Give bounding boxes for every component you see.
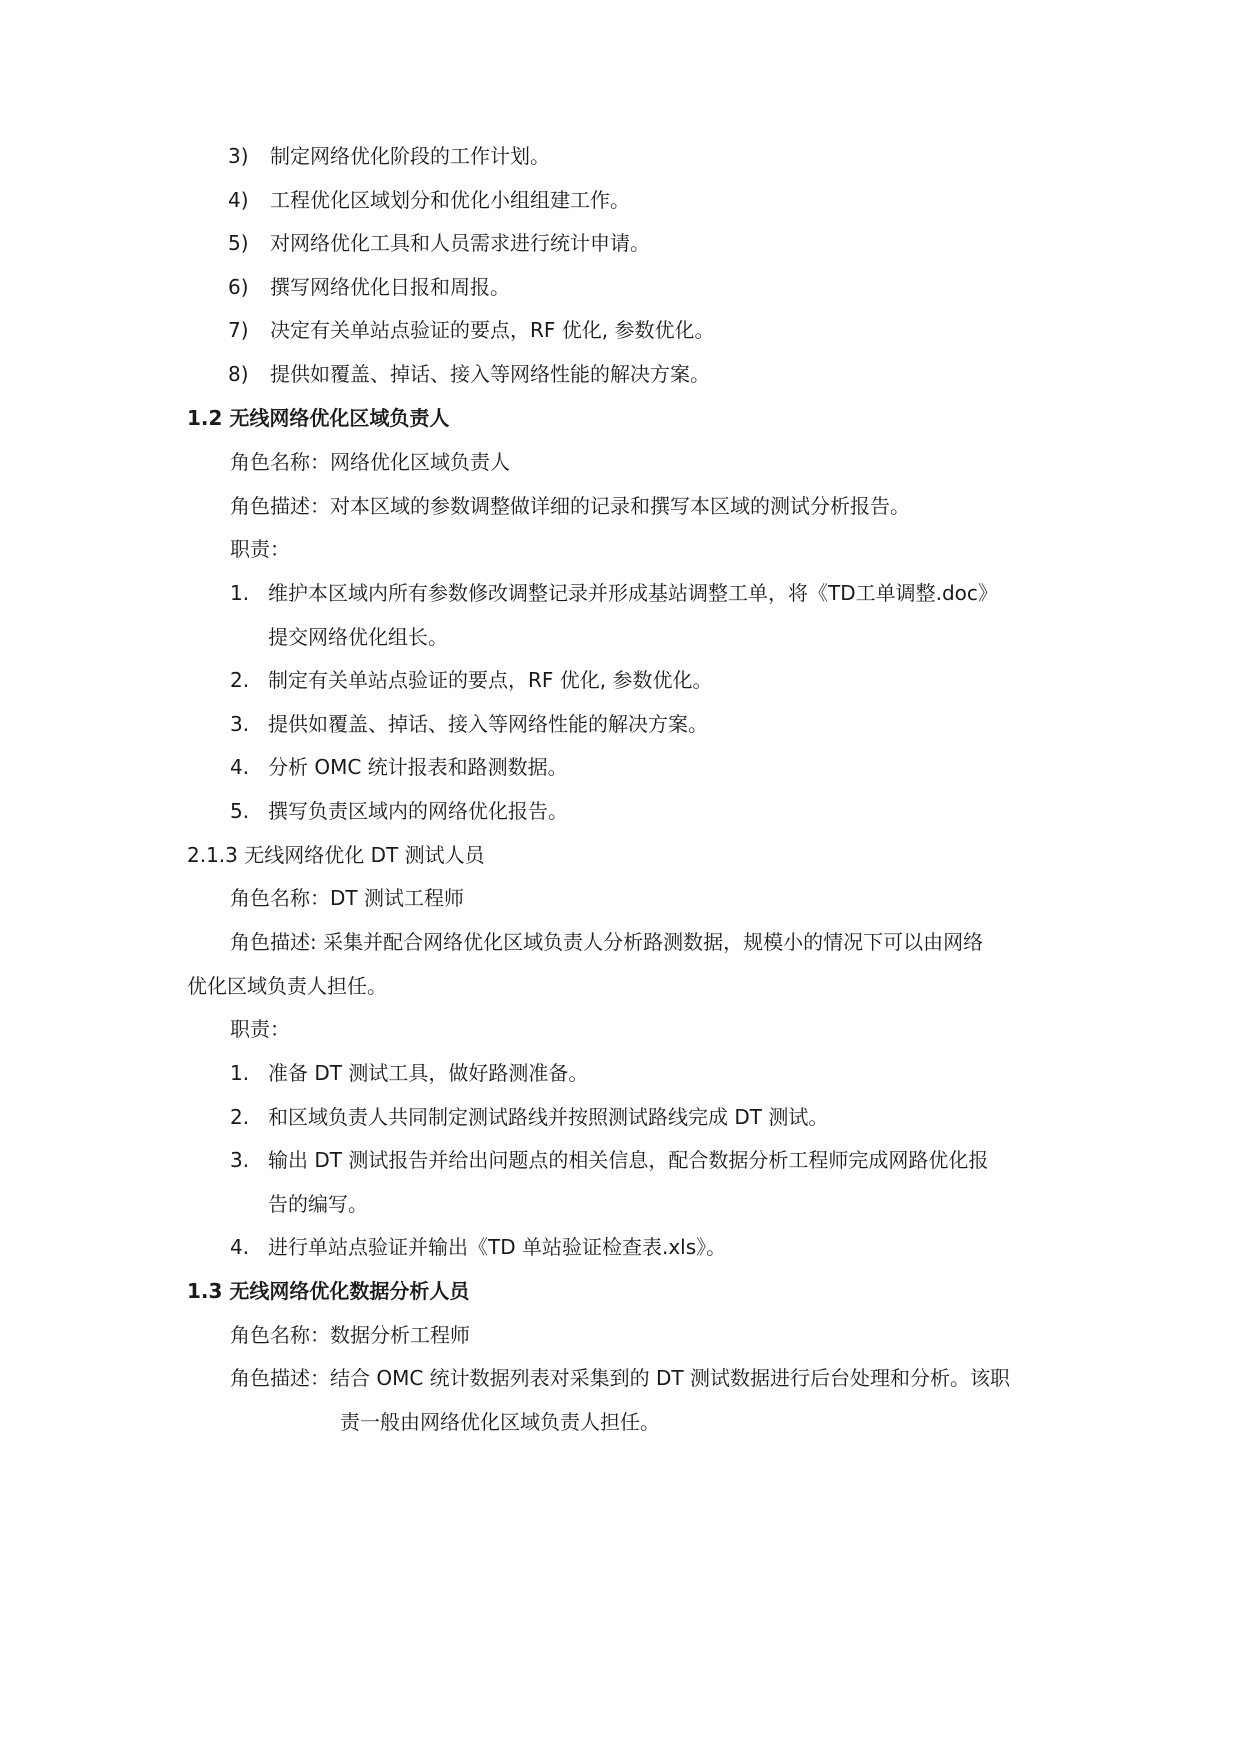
list-item — [230, 1233, 726, 1261]
list-number: 3. — [230, 1148, 250, 1172]
list-item — [228, 142, 550, 170]
list-item — [228, 273, 510, 301]
list-text: 进行单站点验证并输出《TD 单站验证检查表.xls》。 — [268, 1235, 727, 1259]
list-text: 撰写网络优化日报和周报。 — [270, 275, 510, 299]
list-item-continuation: 告的编写。 — [268, 1192, 368, 1216]
list-text: 和区域负责人共同制定测试路线并按照测试路线完成 DT 测试。 — [268, 1105, 829, 1129]
role-name: 角色名称：数据分析工程师 — [230, 1323, 470, 1347]
list-item — [228, 186, 630, 214]
section-heading: 1.3 无线网络优化数据分析人员 — [187, 1279, 470, 1303]
list-number: 3. — [230, 712, 250, 736]
list-text: 维护本区域内所有参数修改调整记录并形成基站调整工单，将《TD工单调整.doc》 — [268, 581, 998, 605]
role-description-continuation: 优化区域负责人担任。 — [187, 974, 387, 998]
list-text: 决定有关单站点验证的要点，RF 优化, 参数优化。 — [270, 318, 715, 342]
list-number: 4) — [228, 188, 249, 212]
list-item — [230, 1103, 828, 1131]
list-text: 制定有关单站点验证的要点，RF 优化, 参数优化。 — [268, 668, 713, 692]
role-name: 角色名称：DT 测试工程师 — [230, 886, 464, 910]
list-text: 分析 OMC 统计报表和路测数据。 — [268, 755, 568, 779]
list-item — [230, 666, 712, 694]
list-number: 4. — [230, 1235, 250, 1259]
list-item-continuation: 提交网络优化组长。 — [268, 625, 448, 649]
list-item — [230, 1146, 988, 1174]
role-name: 角色名称：网络优化区域负责人 — [230, 450, 510, 474]
list-text: 提供如覆盖、掉话、接入等网络性能的解决方案。 — [268, 712, 708, 736]
list-text: 准备 DT 测试工具，做好路测准备。 — [268, 1061, 589, 1085]
duties-label: 职责： — [230, 537, 290, 561]
role-description: 角色描述：对本区域的参数调整做详细的记录和撰写本区域的测试分析报告。 — [230, 494, 910, 518]
list-item — [230, 1059, 588, 1087]
duties-label: 职责： — [230, 1017, 290, 1041]
list-number: 1. — [230, 1061, 250, 1085]
list-item — [230, 710, 708, 738]
list-number: 5) — [228, 231, 249, 255]
list-text: 输出 DT 测试报告并给出问题点的相关信息，配合数据分析工程师完成网路优化报 — [268, 1148, 989, 1172]
list-number: 7) — [228, 318, 249, 342]
list-text: 对网络优化工具和人员需求进行统计申请。 — [270, 231, 650, 255]
list-item — [230, 579, 998, 607]
list-number: 1. — [230, 581, 250, 605]
list-item — [228, 229, 650, 257]
list-number: 5. — [230, 799, 250, 823]
list-item — [228, 360, 710, 388]
role-description: 角色描述: 采集并配合网络优化区域负责人分析路测数据，规模小的情况下可以由网络 — [230, 930, 984, 954]
list-text: 工程优化区域划分和优化小组组建工作。 — [270, 188, 630, 212]
list-item — [230, 797, 568, 825]
list-text: 提供如覆盖、掉话、接入等网络性能的解决方案。 — [270, 362, 710, 386]
list-number: 6) — [228, 275, 249, 299]
section-heading: 1.2 无线网络优化区域负责人 — [187, 406, 450, 430]
list-item — [228, 316, 714, 344]
list-text: 制定网络优化阶段的工作计划。 — [270, 144, 550, 168]
list-number: 2. — [230, 1105, 250, 1129]
list-number: 2. — [230, 668, 250, 692]
role-description-continuation: 责一般由网络优化区域负责人担任。 — [340, 1410, 660, 1434]
list-text: 撰写负责区域内的网络优化报告。 — [268, 799, 568, 823]
list-number: 4. — [230, 755, 250, 779]
section-heading: 2.1.3 无线网络优化 DT 测试人员 — [187, 843, 485, 867]
list-number: 3) — [228, 144, 249, 168]
role-description: 角色描述：结合 OMC 统计数据列表对采集到的 DT 测试数据进行后台处理和分析。该职 — [230, 1366, 1011, 1390]
list-number: 8) — [228, 362, 249, 386]
list-item — [230, 753, 568, 781]
